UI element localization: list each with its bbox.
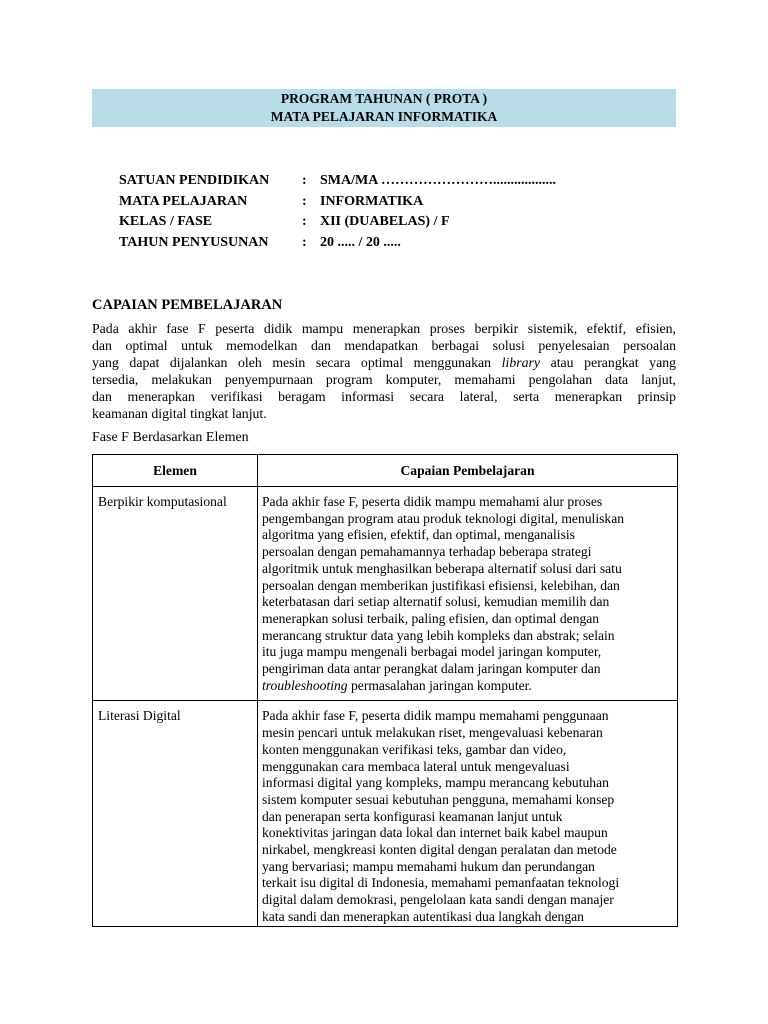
paragraph-line: keamanan digital tingkat lanjut. xyxy=(92,406,267,422)
description-line: persoalan dengan pemahamannya terhadap beberapa strategi xyxy=(262,544,592,560)
title-line-1: PROGRAM TAHUNAN ( PROTA ) xyxy=(280,91,488,106)
info-value: 20 ..... / 20 ..... xyxy=(320,234,401,250)
info-colon: : xyxy=(302,173,307,188)
info-colon: : xyxy=(302,234,307,250)
info-value: SMA/MA …………………….................. xyxy=(320,173,557,188)
header-capaian: Capaian Pembelajaran xyxy=(258,455,678,487)
info-label: KELAS / FASE xyxy=(119,214,213,229)
title-line-2: MATA PELAJARAN INFORMATIKA xyxy=(270,109,498,124)
capaian-table xyxy=(92,454,678,927)
table-header-row xyxy=(93,455,678,487)
paragraph-italic-term: library xyxy=(501,355,540,371)
description-line: keterbatasan dari setiap alternatif solusi, kemudian memilih dan xyxy=(262,594,610,610)
capaian-paragraph xyxy=(92,320,676,423)
description-line: kata sandi dan menerapkan autentikasi dua langkah dengan xyxy=(262,908,584,924)
description-line: pengiriman data antar perangkat dalam jaringan komputer dan xyxy=(262,661,601,677)
description-line: Pada akhir fase F, peserta didik mampu memahami alur proses xyxy=(262,494,603,509)
element-cell: Berpikir komputasional xyxy=(93,487,258,701)
info-colon: : xyxy=(302,214,307,229)
description-line: sistem komputer sesuai kebutuhan pengguna, memahami konsep xyxy=(262,791,615,807)
description-line: konektivitas jaringan data lokal dan internet baik kabel maupun xyxy=(262,825,608,841)
description-line: persoalan dengan memberikan justifikasi efisiensi, kelebihan, dan xyxy=(262,577,620,593)
description-cell xyxy=(258,701,678,926)
description-line: itu juga mampu mengenali berbagai model jaringan komputer, xyxy=(262,644,602,660)
description-line: merancang struktur data yang lebih kompleks dan abstrak; selain xyxy=(262,627,615,643)
paragraph-text: atau perangkat yang xyxy=(540,355,676,371)
description-line: dan penerapan serta konfigurasi keamanan lanjut untuk xyxy=(262,808,563,824)
description-text: permasalahan jaringan komputer. xyxy=(347,677,532,693)
info-row-mapel xyxy=(119,192,556,213)
description-line: algoritmik untuk menghasilkan beberapa alternatif solusi dari satu xyxy=(262,560,622,576)
description-line: menggunakan cara membaca lateral untuk mengevaluasi xyxy=(262,758,570,774)
description-line: yang bervariasi; mampu memahami hukum dan perundangan xyxy=(262,858,595,874)
info-row-kelas xyxy=(119,212,556,233)
info-label: MATA PELAJARAN xyxy=(119,193,248,209)
info-row-satuan xyxy=(119,171,556,192)
description-line: mesin pencari untuk melakukan riset, mengevaluasi kebenaran xyxy=(262,725,603,741)
description-line: pengembangan program atau produk teknologi digital, menuliskan xyxy=(262,510,625,526)
info-colon: : xyxy=(302,193,307,209)
subheading-fase-f: Fase F Berdasarkan Elemen xyxy=(92,430,249,445)
description-line: digital dalam demokrasi, pengelolaan kata sandi dengan manajer xyxy=(262,892,614,908)
italic-term: troubleshooting xyxy=(262,677,348,693)
description-line: Pada akhir fase F, peserta didik mampu memahami penggunaan xyxy=(262,708,609,724)
description-line: informasi digital yang kompleks, mampu merancang kebutuhan xyxy=(262,775,609,791)
description-line: terkait isu digital di Indonesia, memahami pemanfaatan teknologi xyxy=(262,875,620,891)
description-cell xyxy=(258,487,678,701)
info-label: SATUAN PENDIDIKAN xyxy=(119,173,270,188)
description-line: menerapkan solusi terbaik, paling efisien, dan optimal dengan xyxy=(262,610,600,626)
table-row xyxy=(93,487,678,701)
identity-info-block xyxy=(119,171,556,253)
info-value: INFORMATIKA xyxy=(320,193,424,209)
info-label: TAHUN PENYUSUNAN xyxy=(119,234,269,250)
info-row-tahun xyxy=(119,233,556,254)
description-line: nirkabel, mengkreasi konten digital dengan peralatan dan metode xyxy=(262,842,617,858)
document-title-banner xyxy=(92,89,676,127)
paragraph-line: dan menerapkan verifikasi beragam informasi secara lateral, serta menerapkan prinsip xyxy=(92,389,676,405)
element-cell: Literasi Digital xyxy=(93,701,258,926)
description-line: konten menggunakan verifikasi teks, gambar dan video, xyxy=(262,741,567,757)
paragraph-line: tersedia, melakukan penyempurnaan program komputer, memahami pengolahan data lanjut, xyxy=(92,372,676,388)
paragraph-line xyxy=(92,354,676,371)
header-elemen: Elemen xyxy=(93,455,258,487)
table-row xyxy=(93,701,678,926)
description-line: algoritma yang efisien, efektif, dan optimal, menganalisis xyxy=(262,527,575,543)
section-title-capaian: CAPAIAN PEMBELAJARAN xyxy=(92,297,283,313)
paragraph-line: Pada akhir fase F peserta didik mampu menerapkan proses berpikir sistemik, efektif, efisien, xyxy=(92,321,676,336)
paragraph-text: yang dapat dijalankan oleh mesin secara optimal menggunakan xyxy=(92,355,502,371)
description-line xyxy=(262,678,673,695)
paragraph-line: dan optimal untuk memodelkan dan mendapatkan berbagai solusi penyelesaian persoalan xyxy=(92,338,676,354)
info-value: XII (DUABELAS) / F xyxy=(320,214,450,229)
